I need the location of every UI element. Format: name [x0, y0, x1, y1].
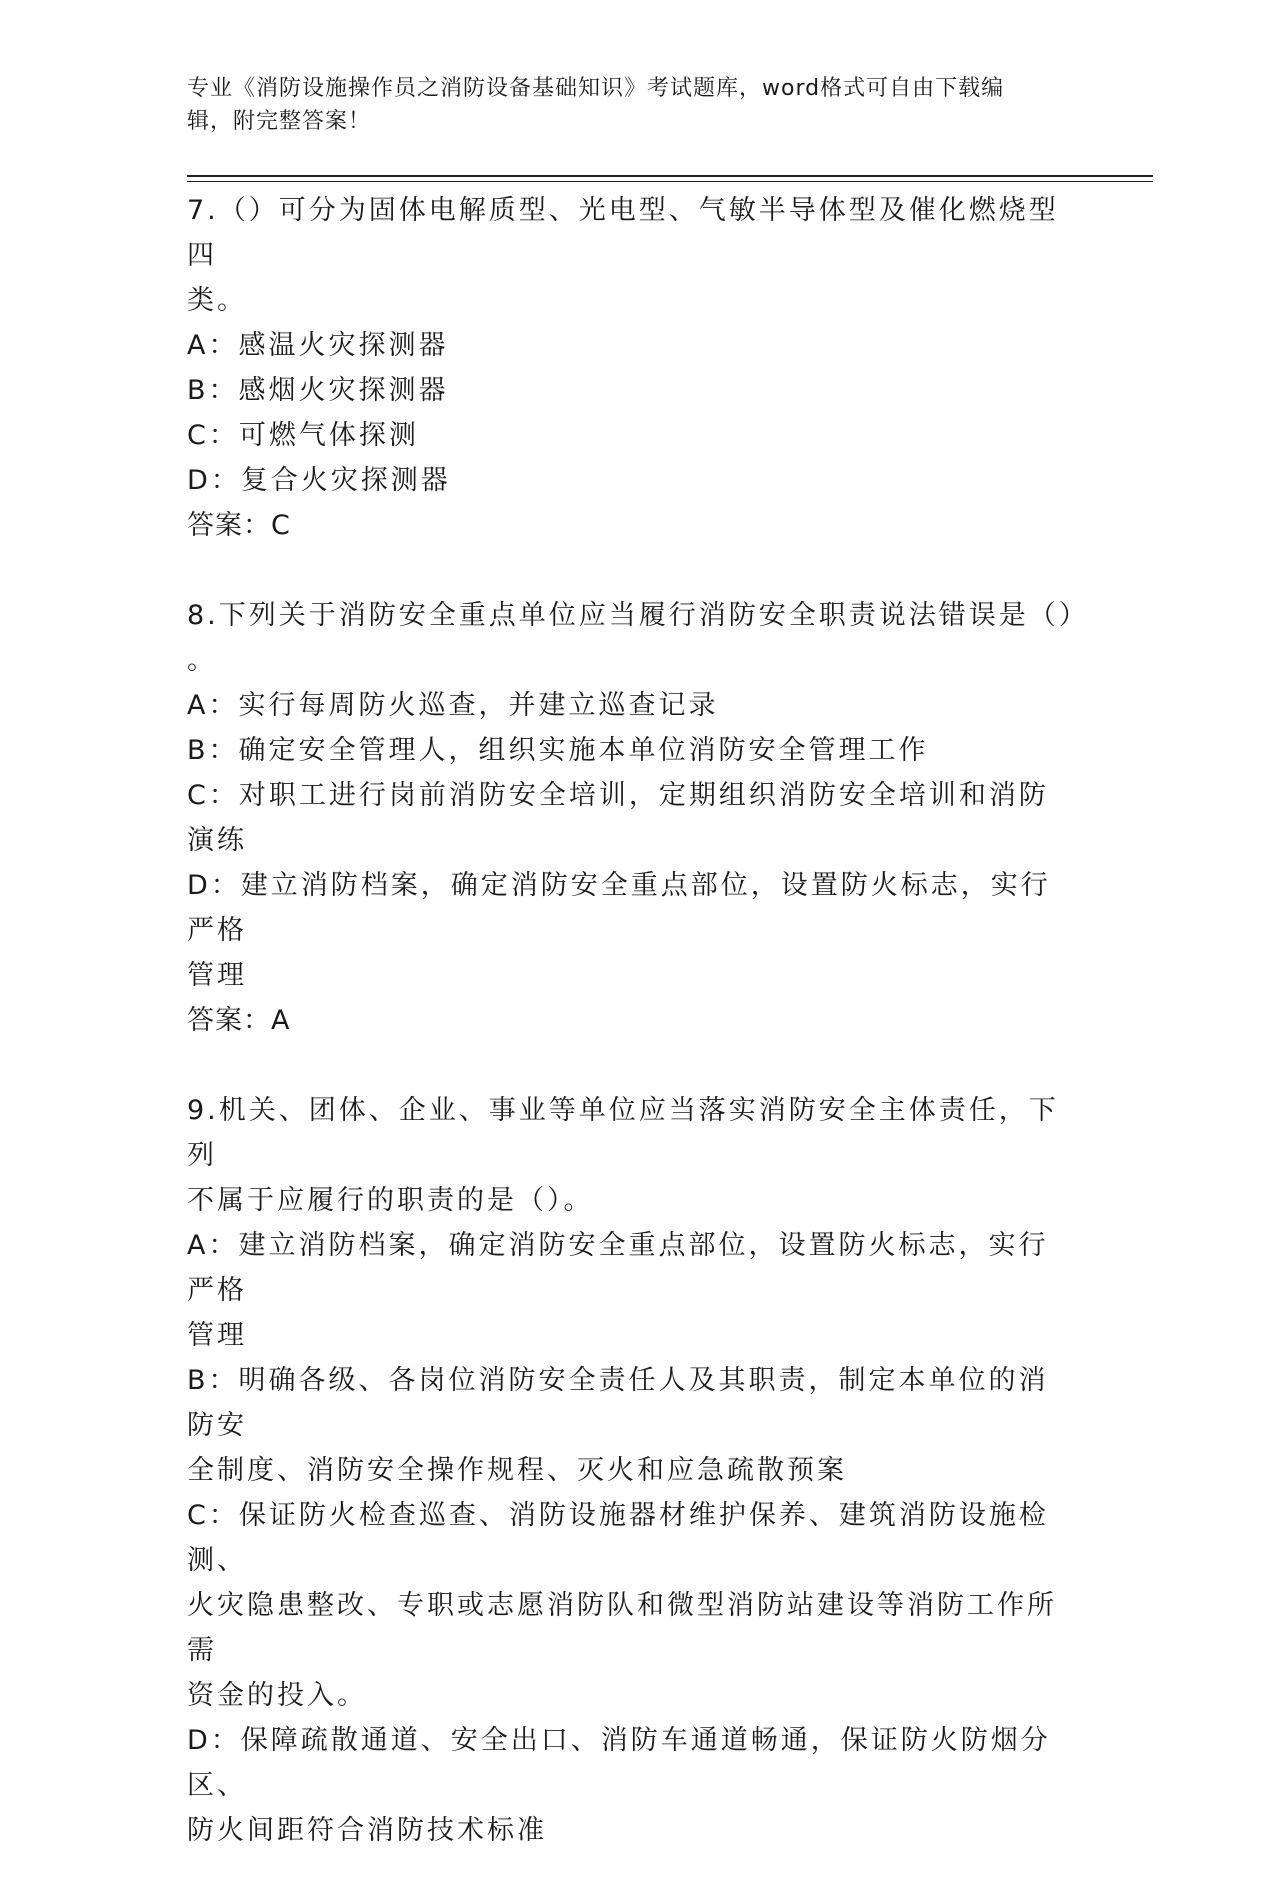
option-d: D：复合火灾探测器 — [187, 465, 451, 496]
option-a: A：感温火灾探测器 — [187, 330, 449, 361]
option-b: B：感烟火灾探测器 — [187, 375, 449, 406]
header-divider-thick — [187, 175, 1153, 177]
option-d: D：建立消防档案，确定消防安全重点部位，设置防火标志，实行严格 — [187, 870, 1051, 946]
question-stem: 7.（）可分为固体电解质型、光电型、气敏半导体型及催化燃烧型四 — [187, 195, 1059, 271]
answer-label: 答案：A — [187, 1005, 291, 1036]
header-divider-thin — [187, 181, 1153, 182]
option-d-continued: 防火间距符合消防技术标准 — [187, 1815, 547, 1846]
question-8 — [187, 593, 1089, 1043]
option-d-continued: 管理 — [187, 960, 247, 991]
option-b: B：明确各级、各岗位消防安全责任人及其职责，制定本单位的消防安 — [187, 1365, 1049, 1441]
option-c-continued: 火灾隐患整改、专职或志愿消防队和微型消防站建设等消防工作所需 — [187, 1590, 1057, 1666]
question-stem: 类。 — [187, 285, 247, 316]
answer-label: 答案：C — [187, 510, 291, 541]
option-a: A：建立消防档案，确定消防安全重点部位，设置防火标志，实行严格 — [187, 1230, 1049, 1306]
question-9 — [187, 1088, 1077, 1853]
option-a-continued: 管理 — [187, 1320, 247, 1351]
question-7 — [187, 188, 1077, 548]
question-list — [187, 188, 1089, 1898]
question-stem: 8.下列关于消防安全重点单位应当履行消防安全职责说法错误是（） — [187, 600, 1089, 631]
option-c: C：保证防火检查巡查、消防设施器材维护保养、建筑消防设施检测、 — [187, 1500, 1049, 1576]
question-stem: 9.机关、团体、企业、事业等单位应当落实消防安全主体责任，下列 — [187, 1095, 1059, 1171]
option-a: A：实行每周防火巡查，并建立巡查记录 — [187, 690, 719, 721]
header-line: 专业《消防设施操作员之消防设备基础知识》考试题库，word格式可自由下载编 — [187, 76, 1005, 101]
option-b: B：确定安全管理人，组织实施本单位消防安全管理工作 — [187, 735, 929, 766]
option-c-continued: 资金的投入。 — [187, 1680, 367, 1711]
option-c: C：对职工进行岗前消防安全培训，定期组织消防安全培训和消防演练 — [187, 780, 1049, 856]
document-header — [187, 72, 1067, 138]
question-stem: 不属于应履行的职责的是（）。 — [187, 1185, 594, 1216]
option-b-continued: 全制度、消防安全操作规程、灭火和应急疏散预案 — [187, 1455, 847, 1486]
option-c: C：可燃气体探测 — [187, 420, 419, 451]
header-line: 辑，附完整答案！ — [187, 109, 372, 134]
question-stem: 。 — [187, 645, 217, 676]
option-d: D：保障疏散通道、安全出口、消防车通道畅通，保证防火防烟分区、 — [187, 1725, 1051, 1801]
